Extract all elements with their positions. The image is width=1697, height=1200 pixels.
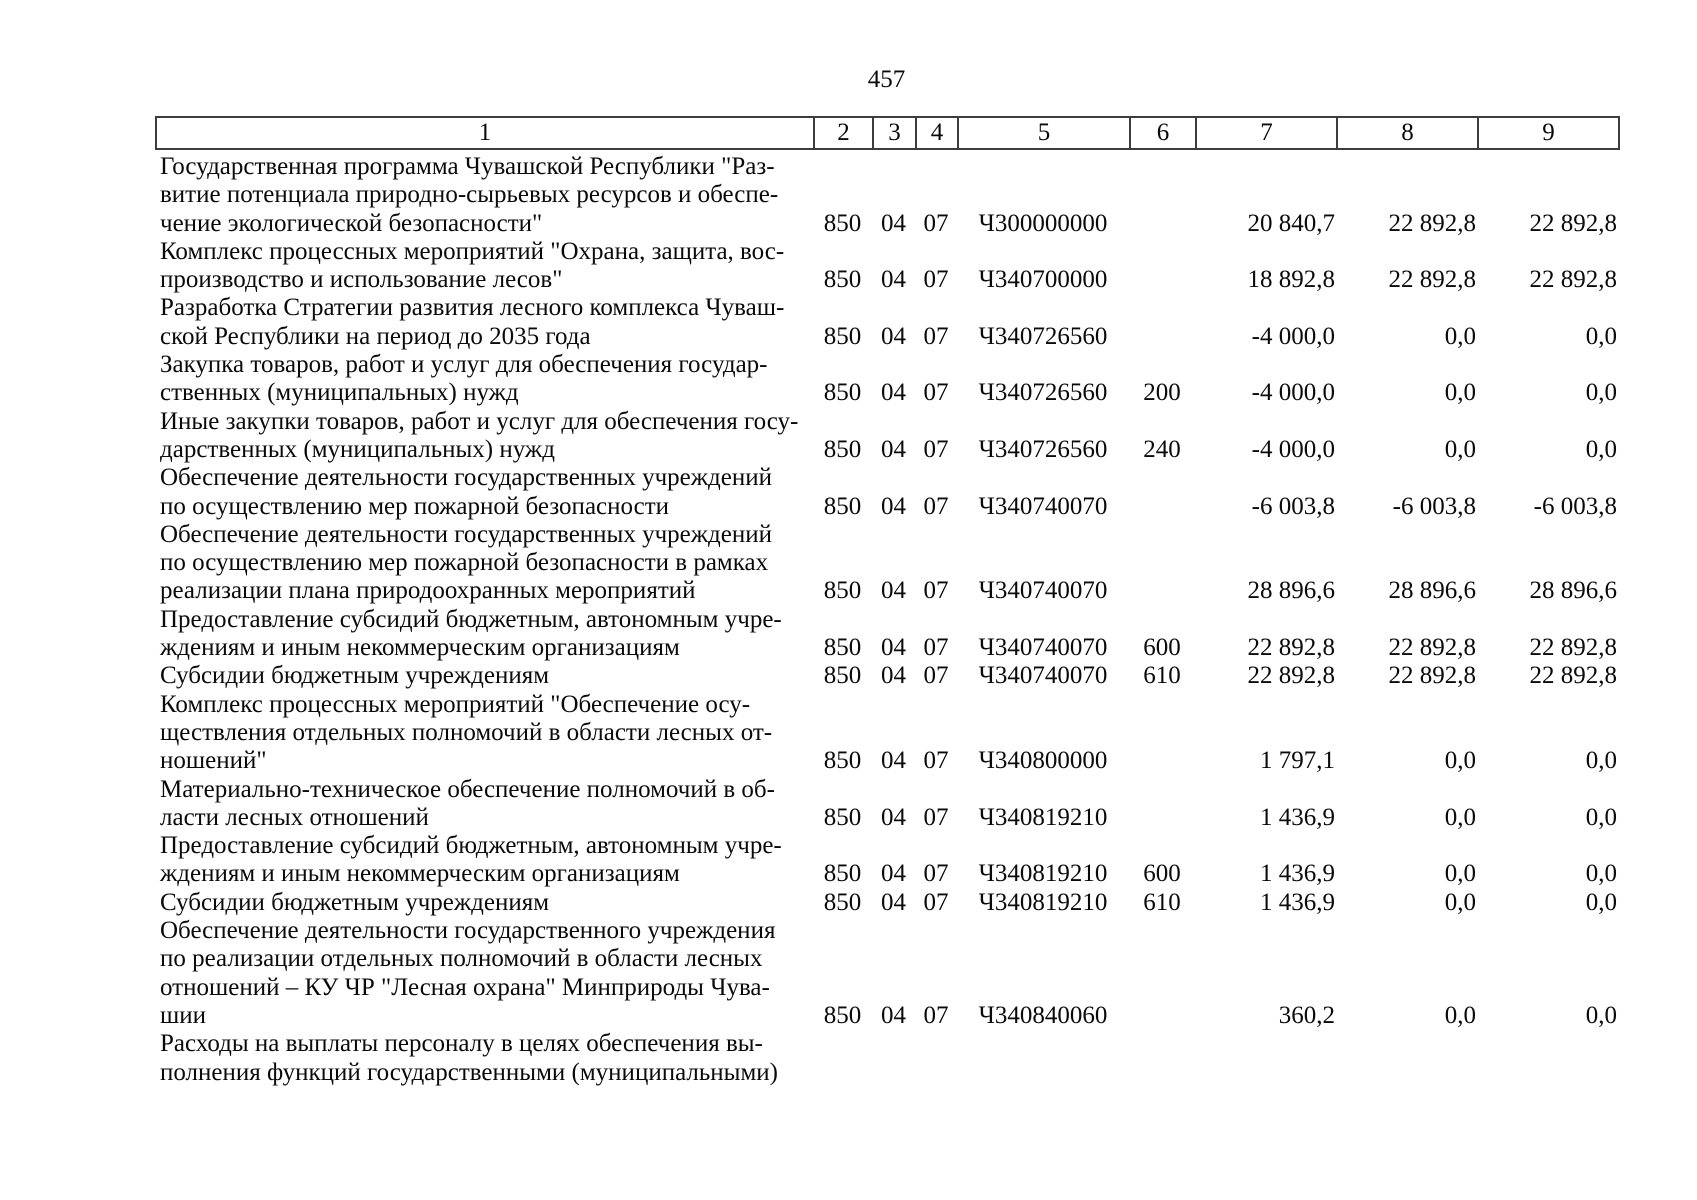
sum3-cell: -6 003,8 [1533,492,1617,520]
name-line: по осуществлению мер пожарной безопасности в рамках [160,549,769,577]
sum3-cell: 22 892,8 [1529,634,1617,662]
csr-cell: Ч340800000 [978,747,1108,775]
program-name [160,690,773,776]
table-row [155,776,1618,833]
grbs-cell: 850 [823,209,862,237]
name-cell [155,776,813,833]
grbs-cell: 850 [823,266,862,294]
sum2-cell: 0,0 [1444,860,1476,888]
table-row [155,294,1618,351]
name-line: Закупка товаров, работ и услуг для обеспечения государ- [160,351,768,379]
column-number-header: 8 [1337,117,1478,149]
pr-cell: 07 [923,634,949,662]
vr-cell [1129,464,1195,521]
sum1-cell: 1 436,9 [1260,888,1335,916]
rz-cell: 04 [881,435,906,463]
name-cell [155,691,813,776]
rz-cell: 04 [881,1001,906,1029]
sum1-cell: -4 000,0 [1251,379,1335,407]
csr-cell: Ч340740070 [978,492,1108,520]
table-row [155,408,1618,465]
grbs-cell: 850 [823,322,862,350]
sum3-cell: 0,0 [1585,379,1617,407]
pr-cell: 07 [923,379,949,407]
sum2-cell: 22 892,8 [1388,634,1476,662]
csr-cell: Ч340740070 [978,662,1108,690]
sum1-cell: 22 892,8 [1247,662,1335,690]
csr-cell: Ч340819210 [978,888,1108,916]
vr-cell: 600 [1143,860,1181,888]
name-line: по реализации отдельных полномочий в области лесных [160,945,763,973]
name-line: Предоставление субсидий бюджетным, автономным учре- [160,832,782,860]
rz-cell: 04 [881,379,906,407]
rz-cell: 04 [881,492,906,520]
name-line: Комплекс процессных мероприятий "Охрана, защита, вос- [160,237,785,265]
pr-cell [915,1030,957,1087]
column-number-header: 4 [916,117,958,149]
name-cell [155,917,813,1030]
column-number-header: 2 [814,117,873,149]
program-name [160,153,779,238]
sum3-cell: 28 896,6 [1529,577,1617,605]
sum2-cell: 0,0 [1444,747,1476,775]
program-name [160,917,776,1030]
table-row [155,662,1618,690]
name-line: ждениям и иным некоммерческим организациям [160,860,680,888]
table-row [155,1030,1618,1087]
csr-cell: Ч340840060 [978,1001,1108,1029]
budget-table-body-rows [155,153,1618,1087]
name-cell [155,294,813,351]
rz-cell: 04 [881,322,906,350]
vr-cell: 610 [1143,888,1181,916]
sum1-cell: 18 892,8 [1247,266,1335,294]
name-line: производство и использование лесов" [160,266,563,294]
name-line: Субсидии бюджетным учреждениям [160,888,550,916]
name-cell [155,606,813,663]
csr-cell: Ч340726560 [978,322,1108,350]
sum1-cell: -4 000,0 [1251,435,1335,463]
grbs-cell: 850 [823,803,862,831]
sum3-cell: 0,0 [1585,747,1617,775]
vr-cell: 200 [1143,379,1181,407]
name-cell [155,521,813,606]
table-row [155,606,1618,663]
vr-cell [1129,294,1195,351]
program-name [160,520,772,606]
sum3-cell: 22 892,8 [1529,266,1617,294]
sum2-cell [1336,1030,1477,1087]
sum1-cell: 1 436,9 [1260,803,1335,831]
sum3-cell: 0,0 [1585,803,1617,831]
name-line: Иные закупки товаров, работ и услуг для обеспечения госу- [160,407,799,435]
sum3-cell: 0,0 [1585,888,1617,916]
name-cell [155,408,813,465]
pr-cell: 07 [923,577,949,605]
vr-cell: 610 [1143,662,1181,690]
sum1-cell: 28 896,6 [1247,577,1335,605]
vr-cell: 600 [1143,634,1181,662]
sum2-cell: 28 896,6 [1388,577,1476,605]
sum3-cell: 0,0 [1585,322,1617,350]
rz-cell: 04 [881,209,906,237]
pr-cell: 07 [923,322,949,350]
column-number-header: 9 [1478,117,1619,149]
sum2-cell: -6 003,8 [1392,492,1476,520]
sum2-cell: 22 892,8 [1388,209,1476,237]
program-name [160,832,782,889]
rz-cell: 04 [881,803,906,831]
sum2-cell: 0,0 [1444,322,1476,350]
name-line: ждениям и иным некоммерческим организациям [160,634,680,662]
rz-cell: 04 [881,888,906,916]
program-name [160,889,673,917]
grbs-cell: 850 [823,747,862,775]
table-row [155,691,1618,776]
name-line: ношений" [160,747,267,775]
sum2-cell: 0,0 [1444,379,1476,407]
name-line: реализации плана природоохранных мероприятий [160,577,696,605]
page-number: 457 [867,66,906,93]
table-row [155,917,1618,1030]
csr-cell: Ч340819210 [978,860,1108,888]
table-row [155,238,1618,295]
sum2-cell: 22 892,8 [1388,266,1476,294]
csr-cell: Ч340740070 [978,634,1108,662]
name-line: дарственных (муниципальных) нужд [160,435,555,463]
column-number-header: 6 [1130,117,1196,149]
program-name [160,294,785,351]
vr-cell: 240 [1143,435,1181,463]
name-line: Обеспечение деятельности государственного учреждения [160,917,776,945]
csr-cell: Ч340740070 [978,577,1108,605]
sum1-cell: 1 797,1 [1260,747,1335,775]
vr-cell [1129,238,1195,295]
name-line: Субсидии бюджетным учреждениям [160,662,550,690]
sum1-cell: -6 003,8 [1251,492,1335,520]
rz-cell [872,1030,915,1087]
rz-cell: 04 [881,634,906,662]
name-line: отношений – КУ ЧР "Лесная охрана" Минприроды Чува- [160,973,770,1001]
name-cell [155,832,813,889]
name-line: ществления отдельных полномочий в области лесных от- [160,718,773,746]
sum2-cell: 22 892,8 [1388,662,1476,690]
csr-cell: Ч340819210 [978,803,1108,831]
name-line: ственных (муниципальных) нужд [160,379,519,407]
table-header-row [156,117,1619,149]
csr-cell: Ч300000000 [978,209,1108,237]
pr-cell: 07 [923,1001,949,1029]
sum1-cell: 20 840,7 [1247,209,1335,237]
pr-cell: 07 [923,435,949,463]
column-number-header: 1 [156,117,814,149]
name-cell [155,351,813,408]
program-name [160,662,673,690]
table-row [155,832,1618,889]
pr-cell: 07 [923,662,949,690]
sum2-cell: 0,0 [1444,803,1476,831]
name-cell [155,662,813,690]
sum3-cell: 0,0 [1585,860,1617,888]
sum3-cell: 22 892,8 [1529,209,1617,237]
table-row [155,889,1618,917]
rz-cell: 04 [881,577,906,605]
name-line: витие потенциала природно-сырьевых ресурсов и обеспе- [160,181,779,209]
csr-cell [957,1030,1129,1087]
name-cell [155,1030,813,1087]
program-name [160,464,772,521]
grbs-cell: 850 [823,435,862,463]
name-cell [155,238,813,295]
sum1-cell: 1 436,9 [1260,860,1335,888]
vr-cell [1129,917,1195,1030]
rz-cell: 04 [881,860,906,888]
program-name [160,1030,778,1087]
sum2-cell: 0,0 [1444,888,1476,916]
grbs-cell: 850 [823,860,862,888]
name-cell [155,889,813,917]
name-line: Расходы на выплаты персоналу в целях обеспечения вы- [160,1030,763,1058]
table-row [155,351,1618,408]
column-number-header: 7 [1196,117,1337,149]
name-line: Государственная программа Чувашской Республики "Раз- [160,153,775,180]
program-name [160,775,775,833]
sum3-cell [1477,1030,1618,1087]
name-cell [155,464,813,521]
pr-cell: 07 [923,888,949,916]
vr-cell [1129,521,1195,606]
column-number-header: 5 [958,117,1130,149]
program-name [160,237,785,295]
rz-cell: 04 [881,747,906,775]
csr-cell: Ч340700000 [978,266,1108,294]
name-line: Обеспечение деятельности государственных учреждений [160,464,772,492]
table-row [155,464,1618,521]
grbs-cell: 850 [823,888,862,916]
name-line: Предоставление субсидий бюджетным, автономным учре- [160,605,782,633]
rz-cell: 04 [881,662,906,690]
sum2-cell: 0,0 [1444,435,1476,463]
grbs-cell: 850 [823,492,862,520]
sum1-cell [1195,1030,1336,1087]
sum3-cell: 22 892,8 [1529,662,1617,690]
grbs-cell: 850 [823,634,862,662]
name-line: шии [160,1001,207,1029]
sum1-cell: -4 000,0 [1251,322,1335,350]
vr-cell [1129,691,1195,776]
name-line: Разработка Стратегии развития лесного комплекса Чуваш- [160,294,785,322]
csr-cell: Ч340726560 [978,435,1108,463]
program-name [160,605,782,663]
sum2-cell: 0,0 [1444,1001,1476,1029]
vr-cell [1129,1030,1195,1087]
name-line: полнения функций государственными (муниципальными) [160,1058,778,1086]
name-cell [155,153,813,238]
grbs-cell [813,1030,872,1087]
program-name [160,407,799,465]
column-number-header: 3 [873,117,916,149]
table-row [155,521,1618,606]
vr-cell [1129,153,1195,238]
rz-cell: 04 [881,266,906,294]
pr-cell: 07 [923,803,949,831]
grbs-cell: 850 [823,662,862,690]
pr-cell: 07 [923,209,949,237]
sum3-cell: 0,0 [1585,1001,1617,1029]
pr-cell: 07 [923,747,949,775]
grbs-cell: 850 [823,577,862,605]
name-line: по осуществлению мер пожарной безопасности [160,492,670,520]
table-header [155,116,1620,150]
sum1-cell: 360,2 [1278,1001,1335,1029]
table-row [155,153,1618,238]
grbs-cell: 850 [823,1001,862,1029]
pr-cell: 07 [923,492,949,520]
sum3-cell: 0,0 [1585,435,1617,463]
pr-cell: 07 [923,860,949,888]
name-line: Обеспечение деятельности государственных учреждений [160,520,772,548]
pr-cell: 07 [923,266,949,294]
name-line: Материально-техническое обеспечение полномочий в об- [160,775,775,803]
vr-cell [1129,776,1195,833]
grbs-cell: 850 [823,379,862,407]
program-name [160,351,768,408]
budget-table [155,153,1618,1087]
csr-cell: Ч340726560 [978,379,1108,407]
name-line: Комплекс процессных мероприятий "Обеспечение осу- [160,690,751,718]
name-line: ской Республики на период до 2035 года [160,322,591,350]
name-line: ласти лесных отношений [160,803,429,831]
sum1-cell: 22 892,8 [1247,634,1335,662]
name-line: чение экологической безопасности" [160,209,543,237]
